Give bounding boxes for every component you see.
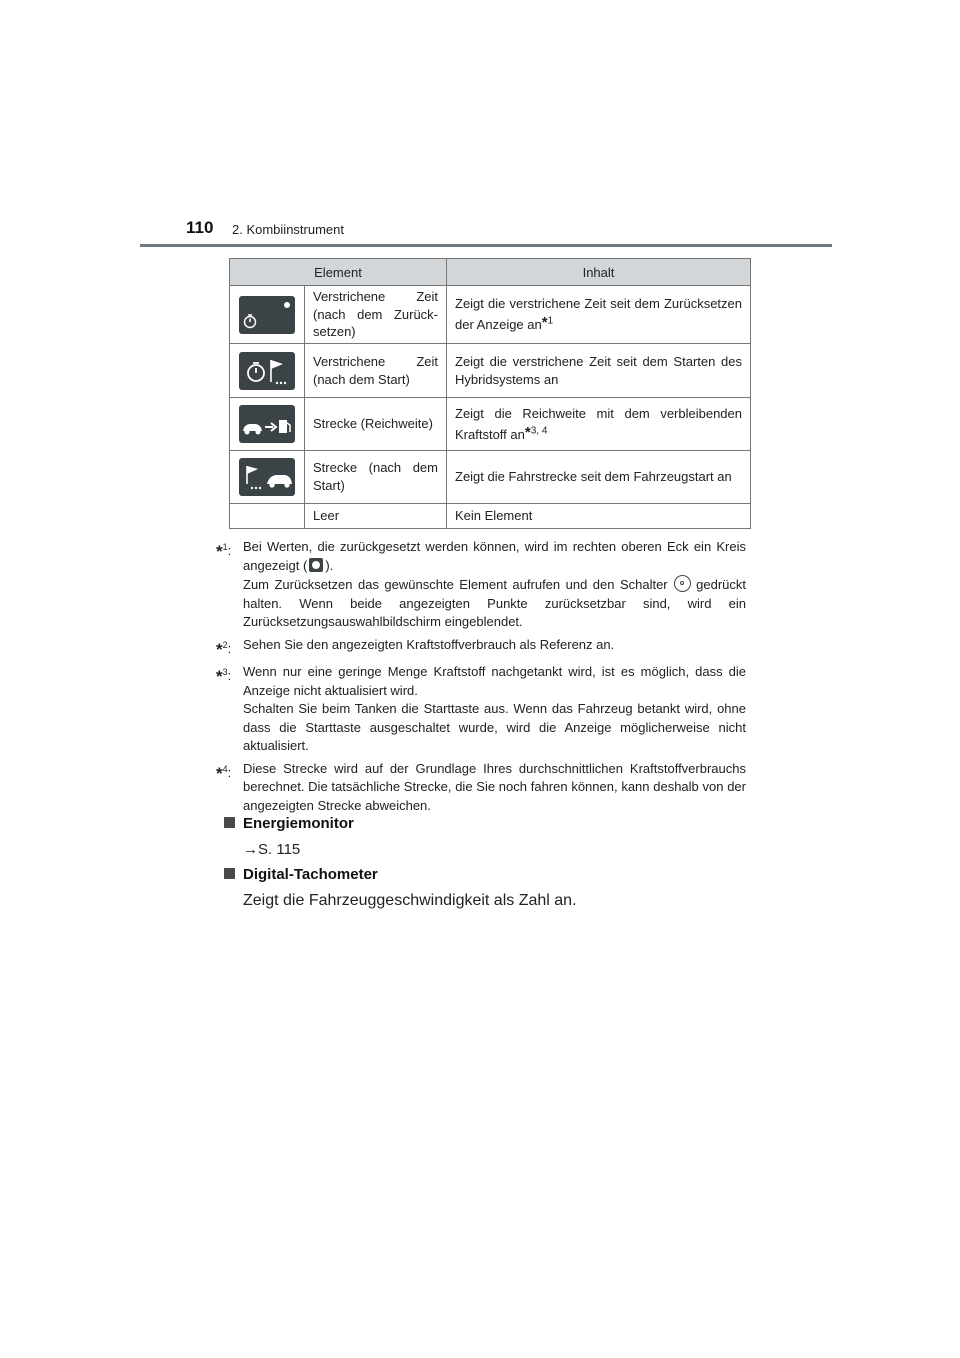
element-content: Zeigt die Reichweite mit dem verbleibenden Kraftstoff an*$^{3, 4}$ [447,398,751,451]
digital-speedometer-description: Zeigt die Fahrzeuggeschwindigkeit als Zahl an. [243,892,577,909]
energy-monitor-heading: Energiemonitor [224,815,354,832]
table-row [230,286,751,344]
icon-cell [230,398,305,451]
footnote-3: *$^3$: Wenn nur eine geringe Menge Kraftstoff nachgetankt wird, ist es möglich, dass die Anzeige nicht aktualisiert wird. Schalten Sie beim Tanken die Starttaste aus. Wenn das Fahrzeug betankt wird, ohne dass die Starttaste ausgeschaltet wurde, wird die Anzeige möglicherweise nicht aktualisiert. [216,664,746,753]
square-bullet-icon [224,817,235,828]
column-header-content: Inhalt [447,259,751,286]
flag-car-distance-icon [239,458,295,496]
icon-cell [230,504,305,529]
column-header-element: Element [230,259,447,286]
table-row [230,504,751,529]
reset-circle-icon [309,558,323,572]
footnote-2: *$^2$: Sehen Sie den angezeigten Kraftstoffverbrauch als Referenz an. [216,636,615,659]
icon-cell [230,286,305,344]
table-header-row [230,259,751,286]
element-content: Zeigt die verstrichene Zeit seit dem Starten des Hybridsystems an [447,344,751,398]
element-name: Strecke (nach dem Start) [305,451,447,504]
square-bullet-icon [224,868,235,879]
element-content: Kein Element [447,504,751,529]
footnote-4: *$^4$: Diese Strecke wird auf der Grundlage Ihres durchschnittlichen Kraftstoffverbrauchs berechnet. Die tatsächliche Strecke, die Sie noch fahren können, kann deshalb von der angezeigten Strecke abweichen. [216,760,746,813]
header-divider [140,244,832,247]
footnote-1: *$^1$: Bei Werten, die zurückgesetzt werden können, wird im rechten oberen Eck ein Kreis angezeigt ( ). Zum Zurücksetzen das gewünschte Element aufrufen und den Schalter gedrückt halten. Wenn beide angezeigten Punkte zurücksetzbar sind, wird ein Zurücksetzungsauswahlbildschirm eingeblendet. [216,539,746,629]
stopwatch-reset-icon [239,296,295,334]
stopwatch-flag-icon [239,352,295,390]
car-fuel-range-icon [239,405,295,443]
info-table [229,258,751,529]
element-name: Verstrichene Zeit (nach dem Start) [305,344,447,398]
element-name: Verstrichene Zeit (nach dem Zurück-setzen) [305,286,447,344]
icon-cell [230,344,305,398]
energy-monitor-reference[interactable]: →S. 115 [243,841,301,858]
table-row [230,398,751,451]
element-name: Strecke (Reichweite) [305,398,447,451]
table-row [230,451,751,504]
footnotes [216,538,746,819]
section-title: 2. Kombiinstrument [232,222,344,237]
digital-speedometer-heading: Digital-Tachometer [224,866,378,883]
element-content: Zeigt die Fahrstrecke seit dem Fahrzeugstart an [447,451,751,504]
element-name: Leer [305,504,447,529]
switch-icon [674,575,691,592]
icon-cell [230,451,305,504]
table-row [230,344,751,398]
element-content: Zeigt die verstrichene Zeit seit dem Zurücksetzen der Anzeige an*$^1$ [447,286,751,344]
page-number: 110 [186,218,214,237]
